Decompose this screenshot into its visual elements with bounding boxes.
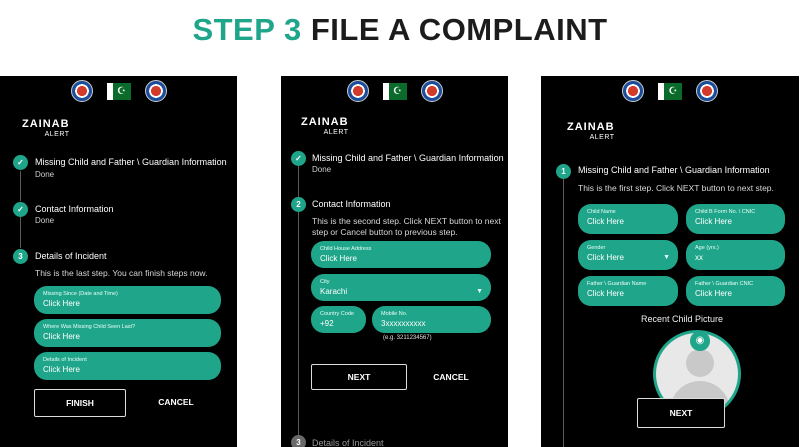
field-value: Click Here bbox=[695, 289, 732, 298]
b-form-field[interactable] bbox=[686, 204, 785, 234]
finish-button[interactable]: FINISH bbox=[34, 389, 126, 417]
headline bbox=[0, 12, 800, 48]
field-label: City bbox=[320, 279, 330, 285]
government-seal-logo bbox=[421, 80, 443, 102]
pakistan-flag-icon: ☪ bbox=[107, 83, 131, 100]
next-button[interactable]: NEXT bbox=[637, 398, 725, 428]
field-label: Details of Incident bbox=[43, 357, 87, 363]
cancel-button[interactable]: CANCEL bbox=[158, 397, 194, 407]
header-logos bbox=[281, 80, 508, 102]
field-label: Father \ Guardian CNIC bbox=[695, 281, 754, 287]
avatar-head bbox=[686, 349, 714, 377]
step2-number: 2 bbox=[291, 197, 306, 212]
field-label: Age (yrs.) bbox=[695, 245, 719, 251]
checkmark-icon: ✓ bbox=[291, 151, 306, 166]
brand-sub: ALERT bbox=[44, 131, 70, 138]
field-label: Gender bbox=[587, 245, 606, 251]
field-value: Click Here bbox=[587, 253, 624, 262]
step3-number: 3 bbox=[13, 249, 28, 264]
phone-screen-child-info bbox=[541, 76, 799, 447]
last-seen-field[interactable] bbox=[34, 319, 221, 347]
field-label: Child B Form No. \ CNIC bbox=[695, 209, 756, 215]
header-logos bbox=[0, 80, 237, 102]
step3-title[interactable]: Details of Incident bbox=[312, 438, 384, 447]
headline-title: FILE A COMPLAINT bbox=[310, 12, 608, 47]
field-value: Click Here bbox=[587, 217, 624, 226]
field-label: Child Name bbox=[587, 209, 616, 215]
police-seal-logo bbox=[347, 80, 369, 102]
child-name-field[interactable] bbox=[578, 204, 678, 234]
field-value: +92 bbox=[320, 319, 334, 328]
step1-number: 1 bbox=[556, 164, 571, 179]
brand-logo bbox=[301, 117, 349, 136]
police-seal-logo bbox=[71, 80, 93, 102]
field-value: xx bbox=[695, 253, 703, 262]
headline-step: STEP 3 bbox=[192, 12, 302, 47]
field-value: Click Here bbox=[43, 299, 80, 308]
step2-title[interactable]: Contact Information bbox=[35, 204, 114, 214]
step3-number: 3 bbox=[291, 435, 306, 447]
step1-status: Done bbox=[35, 170, 55, 179]
brand-logo bbox=[22, 119, 70, 138]
father-name-field[interactable] bbox=[578, 276, 678, 306]
brand-name: ZAINAB bbox=[567, 121, 615, 133]
recent-picture-label: Recent Child Picture bbox=[641, 314, 724, 324]
stepper-line bbox=[298, 212, 299, 437]
step3-description: This is the last step. You can finish steps now. bbox=[35, 268, 208, 278]
mobile-number-field[interactable] bbox=[372, 306, 491, 333]
brand-logo bbox=[567, 122, 615, 141]
field-label: Missing Since (Date and Time) bbox=[43, 291, 118, 297]
country-code-field[interactable] bbox=[311, 306, 366, 333]
stepper-line bbox=[20, 217, 21, 248]
step2-title[interactable]: Contact Information bbox=[312, 199, 391, 209]
gender-select[interactable] bbox=[578, 240, 678, 270]
field-label: Country Code bbox=[320, 311, 354, 317]
field-label: Where Was Missing Child Seen Last? bbox=[43, 324, 136, 330]
field-value: Click Here bbox=[695, 217, 732, 226]
step1-description: This is the first step. Click NEXT button to next step. bbox=[578, 183, 774, 193]
missing-since-field[interactable] bbox=[34, 286, 221, 314]
stepper-line bbox=[563, 179, 564, 447]
field-value: 3xxxxxxxxxx bbox=[381, 319, 426, 328]
brand-name: ZAINAB bbox=[22, 118, 70, 130]
stepper-line bbox=[298, 166, 299, 197]
next-button[interactable]: NEXT bbox=[311, 364, 407, 390]
government-seal-logo bbox=[696, 80, 718, 102]
cancel-button[interactable]: CANCEL bbox=[433, 372, 469, 382]
step1-title[interactable]: Missing Child and Father \ Guardian Information bbox=[312, 153, 504, 163]
brand-sub: ALERT bbox=[589, 134, 615, 141]
field-value: Karachi bbox=[320, 287, 348, 296]
house-address-field[interactable] bbox=[311, 241, 491, 268]
stepper-line bbox=[20, 171, 21, 201]
step3-title[interactable]: Details of Incident bbox=[35, 251, 107, 261]
field-value: Click Here bbox=[43, 365, 80, 374]
field-value: Click Here bbox=[320, 254, 357, 263]
phone-screen-contact bbox=[281, 76, 508, 447]
field-label: Child House Address bbox=[320, 246, 372, 252]
age-field[interactable] bbox=[686, 240, 785, 270]
field-value: Click Here bbox=[43, 332, 80, 341]
chevron-down-icon: ▼ bbox=[663, 254, 670, 261]
mobile-hint: (e.g. 3211234567) bbox=[383, 335, 432, 341]
brand-sub: ALERT bbox=[323, 129, 349, 136]
step1-title[interactable]: Missing Child and Father \ Guardian Information bbox=[35, 157, 227, 167]
step2-status: Done bbox=[35, 216, 55, 225]
field-label: Father \ Guardian Name bbox=[587, 281, 647, 287]
pakistan-flag-icon: ☪ bbox=[383, 83, 407, 100]
step1-status: Done bbox=[312, 165, 332, 174]
incident-details-field[interactable] bbox=[34, 352, 221, 380]
father-cnic-field[interactable] bbox=[686, 276, 785, 306]
field-value: Click Here bbox=[587, 289, 624, 298]
city-select[interactable] bbox=[311, 274, 491, 301]
government-seal-logo bbox=[145, 80, 167, 102]
checkmark-icon: ✓ bbox=[13, 202, 28, 217]
chevron-down-icon: ▼ bbox=[476, 288, 483, 295]
brand-name: ZAINAB bbox=[301, 116, 349, 128]
police-seal-logo bbox=[622, 80, 644, 102]
step2-description: This is the second step. Click NEXT button to next step or Cancel button to previous step. bbox=[312, 216, 501, 237]
checkmark-icon: ✓ bbox=[13, 155, 28, 170]
camera-icon[interactable]: ◉ bbox=[690, 331, 710, 351]
field-label: Mobile No. bbox=[381, 311, 408, 317]
phone-screen-incident bbox=[0, 76, 237, 447]
step1-title[interactable]: Missing Child and Father \ Guardian Information bbox=[578, 165, 770, 175]
pakistan-flag-icon: ☪ bbox=[658, 83, 682, 100]
header-logos bbox=[541, 80, 799, 102]
